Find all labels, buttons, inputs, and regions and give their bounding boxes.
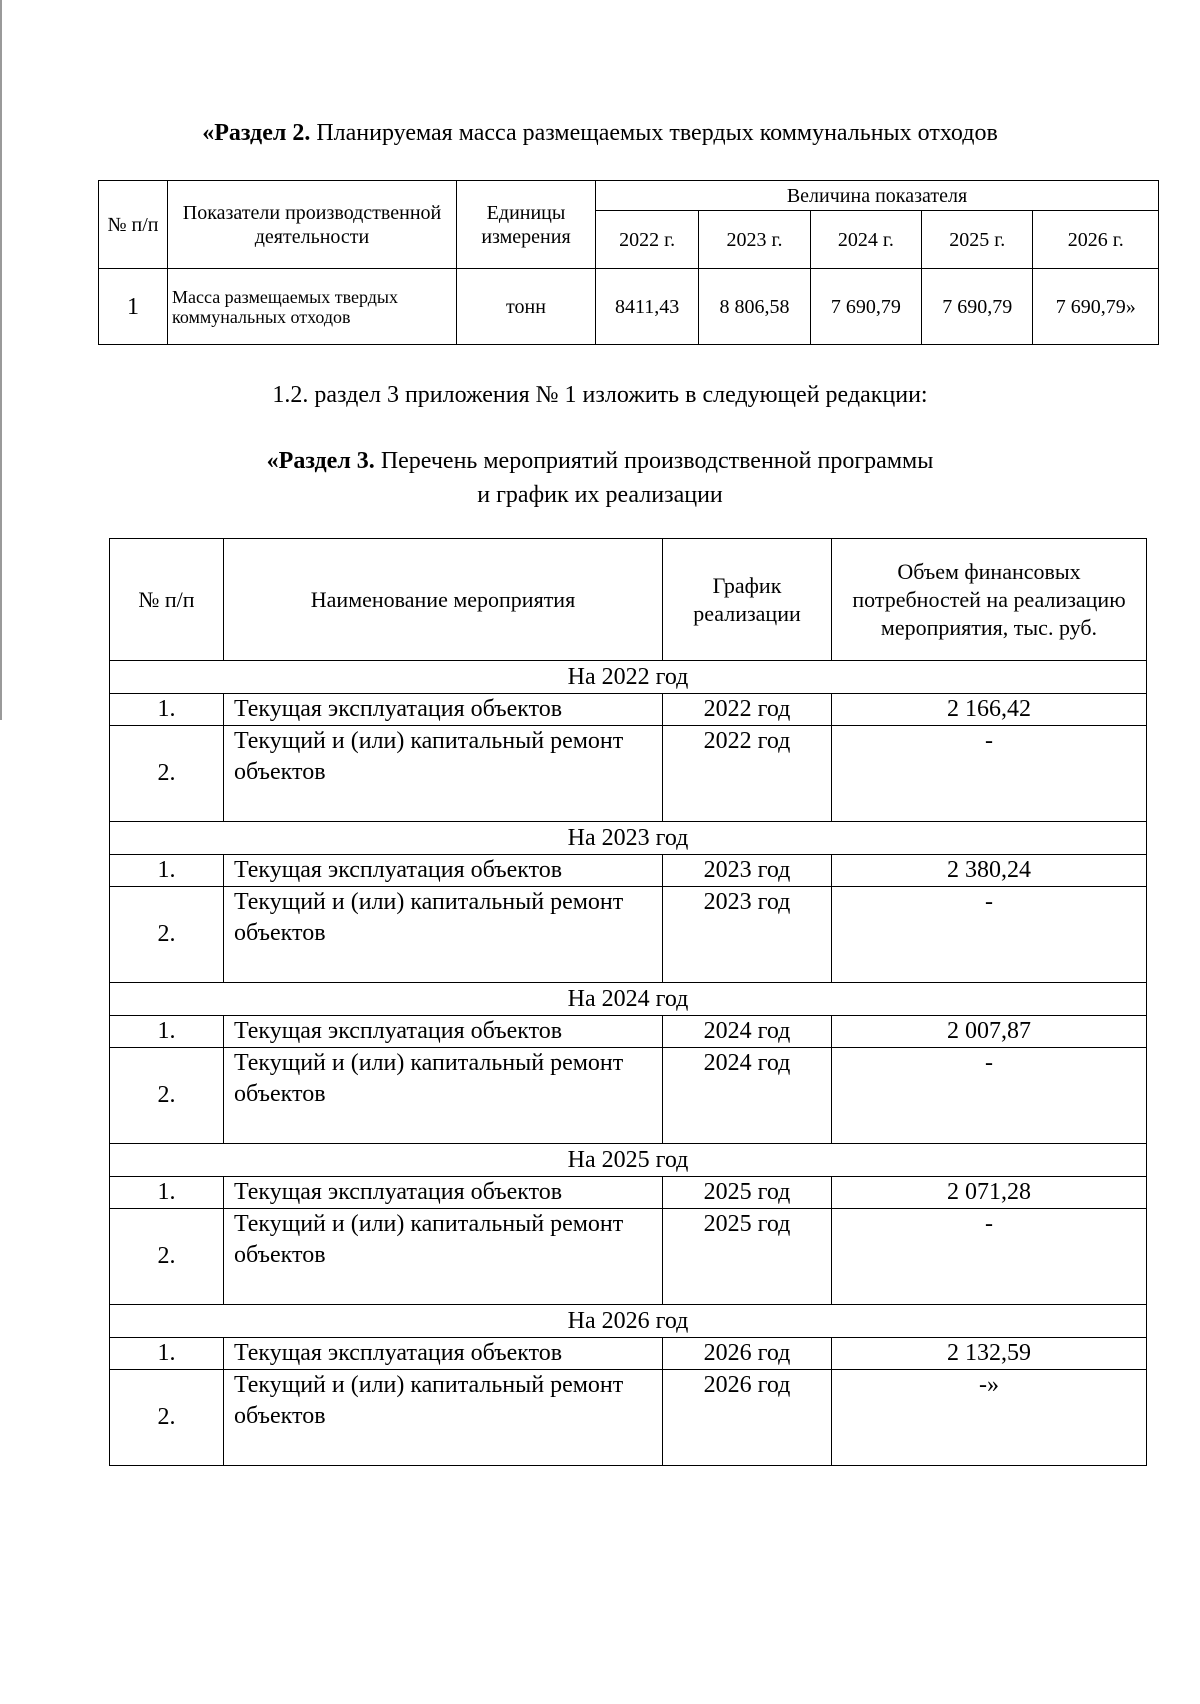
row-name: Текущий и (или) капитальный ремонт объектов xyxy=(224,1048,663,1144)
row-name: Текущая эксплуатация объектов xyxy=(224,1338,663,1370)
row-num: 2. xyxy=(110,1048,224,1144)
table-row xyxy=(99,269,1159,345)
year-row xyxy=(110,1305,1147,1338)
header-year-2026: 2026 г. xyxy=(1033,211,1159,269)
header-num: № п/п xyxy=(99,181,168,269)
row-schedule: 2022 год xyxy=(663,694,832,726)
header-finance: Объем финансовых потребностей на реализацию мероприятия, тыс. руб. xyxy=(832,539,1147,661)
row-num: 1. xyxy=(110,1016,224,1048)
row-amount: -» xyxy=(832,1370,1147,1466)
row-schedule: 2024 год xyxy=(663,1048,832,1144)
row-num: 2. xyxy=(110,1209,224,1305)
section3-title-bold: «Раздел 3. xyxy=(266,448,375,474)
year-label: На 2022 год xyxy=(110,661,1147,694)
measures-table xyxy=(109,538,1147,1466)
waste-mass-table xyxy=(98,180,1159,345)
header-name: Наименование мероприятия xyxy=(224,539,663,661)
table-row xyxy=(110,1177,1147,1209)
row-value-2023: 8 806,58 xyxy=(699,269,810,345)
year-label: На 2025 год xyxy=(110,1144,1147,1177)
row-amount: - xyxy=(832,887,1147,983)
row-amount: 2 071,28 xyxy=(832,1177,1147,1209)
row-num: 2. xyxy=(110,726,224,822)
row-amount: 2 007,87 xyxy=(832,1016,1147,1048)
table-row xyxy=(110,1338,1147,1370)
row-name: Текущая эксплуатация объектов xyxy=(224,1016,663,1048)
year-row xyxy=(110,661,1147,694)
row-amount: 2 132,59 xyxy=(832,1338,1147,1370)
row-name: Текущая эксплуатация объектов xyxy=(224,1177,663,1209)
table-row xyxy=(110,1048,1147,1144)
section3-title xyxy=(0,444,1200,478)
section2-title xyxy=(0,116,1200,150)
section3-title-rest: Перечень мероприятий производственной программы xyxy=(374,448,934,474)
row-num: 1 xyxy=(99,269,168,345)
year-row xyxy=(110,983,1147,1016)
header-value: Величина показателя xyxy=(596,181,1159,211)
year-label: На 2023 год xyxy=(110,822,1147,855)
row-num: 1. xyxy=(110,694,224,726)
row-name: Текущий и (или) капитальный ремонт объектов xyxy=(224,887,663,983)
year-label: На 2026 год xyxy=(110,1305,1147,1338)
row-num: 1. xyxy=(110,855,224,887)
row-schedule: 2026 год xyxy=(663,1338,832,1370)
row-value-2022: 8411,43 xyxy=(596,269,699,345)
year-row xyxy=(110,822,1147,855)
header-units: Единицы измерения xyxy=(457,181,596,269)
row-schedule: 2024 год xyxy=(663,1016,832,1048)
row-name: Текущий и (или) капитальный ремонт объектов xyxy=(224,726,663,822)
row-amount: - xyxy=(832,1048,1147,1144)
header-schedule: График реализации xyxy=(663,539,832,661)
year-label: На 2024 год xyxy=(110,983,1147,1016)
row-schedule: 2026 год xyxy=(663,1370,832,1466)
row-num: 2. xyxy=(110,887,224,983)
table-row xyxy=(110,855,1147,887)
row-num: 1. xyxy=(110,1177,224,1209)
section3-title-line2: и график их реализации xyxy=(477,482,723,508)
table-row xyxy=(110,887,1147,983)
row-amount: 2 380,24 xyxy=(832,855,1147,887)
section2-title-bold: «Раздел 2. xyxy=(202,120,311,146)
row-schedule: 2025 год xyxy=(663,1209,832,1305)
row-name: Текущий и (или) капитальный ремонт объектов xyxy=(224,1370,663,1466)
header-indicator: Показатели производственной деятельности xyxy=(168,181,457,269)
section2-title-rest: Планируемая масса размещаемых твердых коммунальных отходов xyxy=(310,120,998,146)
table-row xyxy=(110,1209,1147,1305)
row-units: тонн xyxy=(457,269,596,345)
scan-edge-line xyxy=(0,0,2,720)
row-value-2024: 7 690,79 xyxy=(810,269,921,345)
table-row xyxy=(110,1370,1147,1466)
row-schedule: 2023 год xyxy=(663,855,832,887)
row-amount: - xyxy=(832,1209,1147,1305)
header-year-2022: 2022 г. xyxy=(596,211,699,269)
row-schedule: 2023 год xyxy=(663,887,832,983)
year-row xyxy=(110,1144,1147,1177)
row-name: Текущая эксплуатация объектов xyxy=(224,855,663,887)
row-indicator: Масса размещаемых твердых коммунальных отходов xyxy=(168,269,457,345)
row-name: Текущая эксплуатация объектов xyxy=(224,694,663,726)
row-name: Текущий и (или) капитальный ремонт объектов xyxy=(224,1209,663,1305)
row-num: 2. xyxy=(110,1370,224,1466)
row-num: 1. xyxy=(110,1338,224,1370)
row-amount: - xyxy=(832,726,1147,822)
table-row xyxy=(110,726,1147,822)
header-num: № п/п xyxy=(110,539,224,661)
row-value-2025: 7 690,79 xyxy=(922,269,1033,345)
row-schedule: 2025 год xyxy=(663,1177,832,1209)
amendment-paragraph: 1.2. раздел 3 приложения № 1 изложить в следующей редакции: xyxy=(272,382,928,408)
row-schedule: 2022 год xyxy=(663,726,832,822)
header-year-2024: 2024 г. xyxy=(810,211,921,269)
table-row xyxy=(110,1016,1147,1048)
row-value-2026: 7 690,79» xyxy=(1033,269,1159,345)
header-year-2025: 2025 г. xyxy=(922,211,1033,269)
measures-body xyxy=(110,661,1147,1466)
header-year-2023: 2023 г. xyxy=(699,211,810,269)
table-row xyxy=(110,694,1147,726)
row-amount: 2 166,42 xyxy=(832,694,1147,726)
